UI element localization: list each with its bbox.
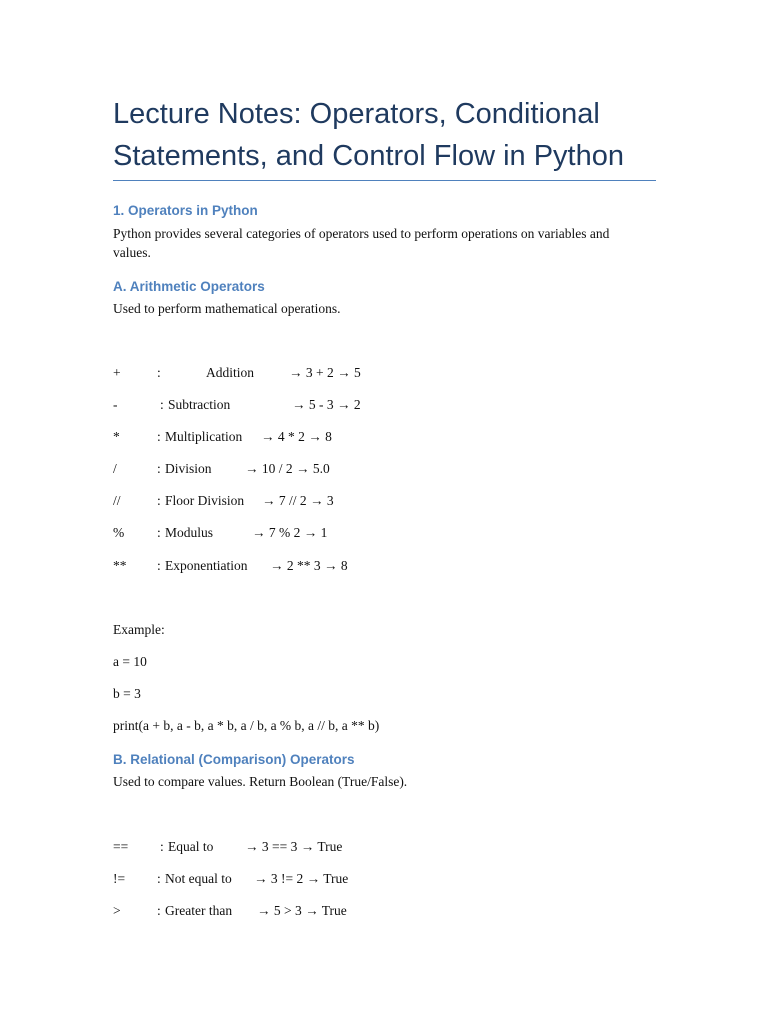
operator-example: → 3 != 2 → True [254, 871, 349, 886]
operators-intro-text: Python provides several categories of operators used to perform operations on variables and values. [113, 226, 610, 260]
title-underline-rule [113, 180, 656, 181]
operator-symbol: - [113, 397, 118, 412]
arithmetic-row-subtraction [0, 395, 768, 414]
operator-name: Subtraction [168, 397, 231, 412]
operator-separator: : [160, 839, 164, 854]
section-heading-operators: 1. Operators in Python [113, 203, 258, 218]
operator-symbol: / [113, 461, 117, 476]
operator-example: → 2 ** 3 → 8 [270, 558, 348, 573]
arithmetic-row-multiplication [0, 427, 768, 446]
operator-symbol: != [113, 871, 126, 886]
document-title: Lecture Notes: Operators, Conditional Statements, and Control Flow in Python [113, 98, 624, 172]
operator-symbol: == [113, 839, 129, 854]
arithmetic-row-exponentiation [0, 556, 768, 575]
operator-separator: : [157, 493, 161, 508]
arithmetic-row-division [0, 459, 768, 478]
operator-example: → 3 == 3 → True [245, 839, 343, 854]
operator-separator: : [157, 871, 161, 886]
operator-example: → 7 % 2 → 1 [252, 525, 328, 540]
example-code-line: print(a + b, a - b, a * b, a / b, a % b, a // b, a ** b) [113, 718, 380, 733]
section-heading-relational: B. Relational (Comparison) Operators [113, 752, 355, 767]
operator-example: → 3 + 2 → 5 [289, 365, 361, 380]
relational-row-not-equal [0, 869, 768, 888]
operator-name: Floor Division [165, 493, 245, 508]
operator-name: Addition [206, 365, 255, 380]
operator-name: Equal to [168, 839, 214, 854]
operator-separator: : [157, 903, 161, 918]
operator-separator: : [157, 429, 161, 444]
example-code-line: a = 10 [113, 654, 147, 669]
arithmetic-row-modulus [0, 523, 768, 542]
operator-name: Exponentiation [165, 558, 248, 573]
operator-name: Division [165, 461, 212, 476]
operator-separator: : [157, 525, 161, 540]
operator-separator: : [160, 397, 164, 412]
operator-symbol: // [113, 493, 121, 508]
operator-symbol: % [113, 525, 125, 540]
example-label: Example: [113, 622, 165, 637]
operator-example: → 5 - 3 → 2 [292, 397, 361, 412]
operator-separator: : [157, 461, 161, 476]
relational-description: Used to compare values. Return Boolean (True/False). [113, 774, 408, 789]
operator-separator: : [157, 365, 161, 380]
operator-name: Greater than [165, 903, 233, 918]
operator-symbol: + [113, 365, 121, 380]
arithmetic-row-addition [0, 363, 768, 382]
operator-separator: : [157, 558, 161, 573]
operator-name: Not equal to [165, 871, 232, 886]
operator-symbol: * [113, 429, 120, 444]
operator-symbol: > [113, 903, 121, 918]
relational-row-greater-than [0, 901, 768, 920]
operator-example: → 7 // 2 → 3 [262, 493, 334, 508]
operator-symbol: ** [113, 558, 127, 573]
section-heading-arithmetic: A. Arithmetic Operators [113, 279, 265, 294]
relational-row-equal [0, 837, 768, 856]
arithmetic-description: Used to perform mathematical operations. [113, 301, 341, 316]
example-code-line: b = 3 [113, 686, 141, 701]
operator-example: → 5 > 3 → True [257, 903, 347, 918]
operator-name: Multiplication [165, 429, 243, 444]
operator-example: → 10 / 2 → 5.0 [245, 461, 330, 476]
operator-name: Modulus [165, 525, 214, 540]
operator-example: → 4 * 2 → 8 [261, 429, 332, 444]
arithmetic-row-floor-division [0, 491, 768, 510]
